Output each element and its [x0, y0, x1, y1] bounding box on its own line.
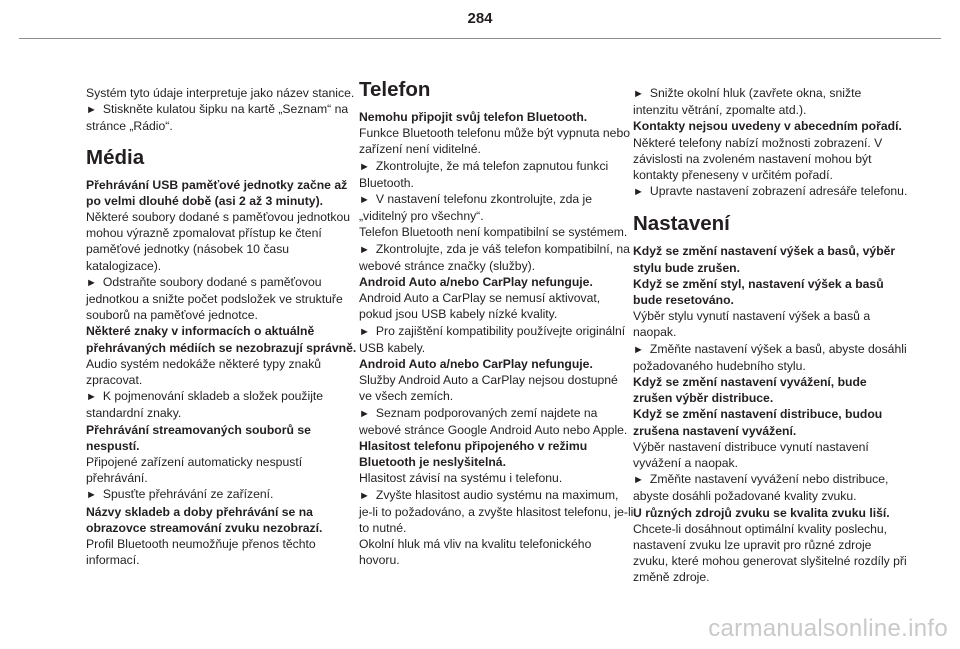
instruction: ► Zvyšte hlasitost audio systému na maximum, je-li to požadováno, a zvyšte hlasitost telefonu, je-li to nutné.	[359, 487, 634, 537]
problem-heading: Kontakty nejsou uvedeny v abecedním pořadí.	[633, 119, 902, 134]
problem-heading: Když se změní nastavení výšek a basů, výběr stylu bude zrušen.	[633, 244, 896, 275]
paragraph: Systém tyto údaje interpretuje jako název stanice.	[86, 86, 355, 100]
paragraph: Některé telefony nabízí možnosti zobrazení. V závislosti na zvoleném nastavení mohou být kontakty přeneseny v určitém pořadí.	[633, 135, 883, 183]
header-divider	[19, 38, 941, 39]
instruction: ► Stiskněte kulatou šipku na kartě „Seznam“ na stránce „Rádio“.	[86, 101, 361, 134]
paragraph: Audio systém nedokáže některé typy znaků zpracovat.	[86, 356, 322, 388]
watermark-link[interactable]: carmanualsonline.info	[708, 615, 948, 642]
problem-heading: Android Auto a/nebo CarPlay nefunguje.	[359, 357, 593, 372]
instruction: ► Upravte nastavení zobrazení adresáře telefonu.	[633, 183, 908, 200]
paragraph: Služby Android Auto a CarPlay nejsou dostupné ve všech zemích.	[359, 373, 618, 404]
column-left	[86, 85, 361, 568]
problem-heading: Když se změní nastavení vyvážení, bude zrušen výběr distribuce.	[633, 375, 867, 406]
problem-heading: Android Auto a/nebo CarPlay nefunguje.	[359, 275, 593, 290]
paragraph: Telefon Bluetooth není kompatibilní se systémem.	[359, 225, 628, 240]
column-middle	[359, 78, 634, 569]
instruction: ► Změňte nastavení vyvážení nebo distribuce, abyste dosáhli požadované kvality zvuku.	[633, 471, 908, 504]
instruction: ► Pro zajištění kompatibility používejte originální USB kabely.	[359, 323, 634, 356]
paragraph: Výběr nastavení distribuce vynutí nastavení vyvážení a naopak.	[633, 439, 869, 471]
paragraph: Chcete-li dosáhnout optimální kvality poslechu, nastavení zvuku lze upravit pro různé zdroje zvuku, které mohou generovat slyšitelné rozdíly při změně zdroje.	[633, 521, 907, 585]
paragraph: Hlasitost závisí na systému i telefonu.	[359, 471, 563, 486]
section-heading-nastaveni: Nastavení	[633, 212, 730, 236]
instruction: ► Seznam podporovaných zemí najdete na webové stránce Google Android Auto nebo Apple.	[359, 405, 634, 438]
instruction: ► Snižte okolní hluk (zavřete okna, snižte intenzitu větrání, zpomalte atd.).	[633, 85, 908, 118]
paragraph: Funkce Bluetooth telefonu může být vypnuta nebo zařízení není viditelné.	[359, 126, 631, 157]
paragraph: Připojené zařízení automaticky nespustí přehrávání.	[86, 455, 303, 486]
instruction: ► Zkontrolujte, zda je váš telefon kompatibilní, na webové stránce značky (služby).	[359, 241, 634, 274]
instruction: ► V nastavení telefonu zkontrolujte, zda je „viditelný pro všechny“.	[359, 191, 634, 224]
problem-heading: Nemohu připojit svůj telefon Bluetooth.	[359, 110, 588, 124]
problem-heading: Názvy skladeb a doby přehrávání se na obrazovce streamování zvuku nezobrazí.	[86, 504, 323, 535]
instruction: ► Změňte nastavení výšek a basů, abyste dosáhli požadovaného hudebního stylu.	[633, 341, 908, 374]
instruction: ► Odstraňte soubory dodané s paměťovou jednotkou a snižte počet podsložek ve struktuře souborů na paměťové jednotce.	[86, 274, 361, 324]
column-right	[633, 85, 908, 586]
paragraph: Některé soubory dodané s paměťovou jednotkou mohou výrazně zpomalovat přístup ke čtení paměťové jednotky (násobek 10 času katalogizace).	[86, 210, 351, 273]
problem-heading: Když se změní nastavení distribuce, budou zrušena nastavení vyvážení.	[633, 407, 883, 438]
instruction: ► Spusťte přehrávání ze zařízení.	[86, 486, 361, 503]
problem-heading: Hlasitost telefonu připojeného v režimu Bluetooth je neslyšitelná.	[359, 439, 588, 470]
instruction: ► K pojmenování skladeb a složek použijte standardní znaky.	[86, 388, 361, 421]
paragraph: Android Auto a CarPlay se nemusí aktivovat, pokud jsou USB kabely nízké kvality.	[359, 291, 601, 322]
paragraph: Výběr stylu vynutí nastavení výšek a basů a naopak.	[633, 309, 871, 340]
paragraph: Okolní hluk má vliv na kvalitu telefonického hovoru.	[359, 537, 592, 568]
instruction: ► Zkontrolujte, že má telefon zapnutou funkci Bluetooth.	[359, 158, 634, 191]
section-heading-media: Média	[86, 145, 145, 169]
problem-heading: Přehrávání streamovaných souborů se nespustí.	[86, 422, 311, 453]
page-number: 284	[467, 10, 493, 27]
problem-heading: U různých zdrojů zvuku se kvalita zvuku liší.	[633, 505, 890, 520]
section-heading-telefon: Telefon	[359, 78, 431, 101]
problem-heading: Některé znaky v informacích o aktuálně přehrávaných médiích se nezobrazují správně.	[86, 324, 357, 355]
problem-heading: Přehrávání USB paměťové jednotky začne až po velmi dlouhé době (asi 2 až 3 minuty).	[86, 177, 348, 208]
problem-heading: Když se změní styl, nastavení výšek a basů bude resetováno.	[633, 276, 884, 308]
paragraph: Profil Bluetooth neumožňuje přenos těchto informací.	[86, 537, 316, 568]
